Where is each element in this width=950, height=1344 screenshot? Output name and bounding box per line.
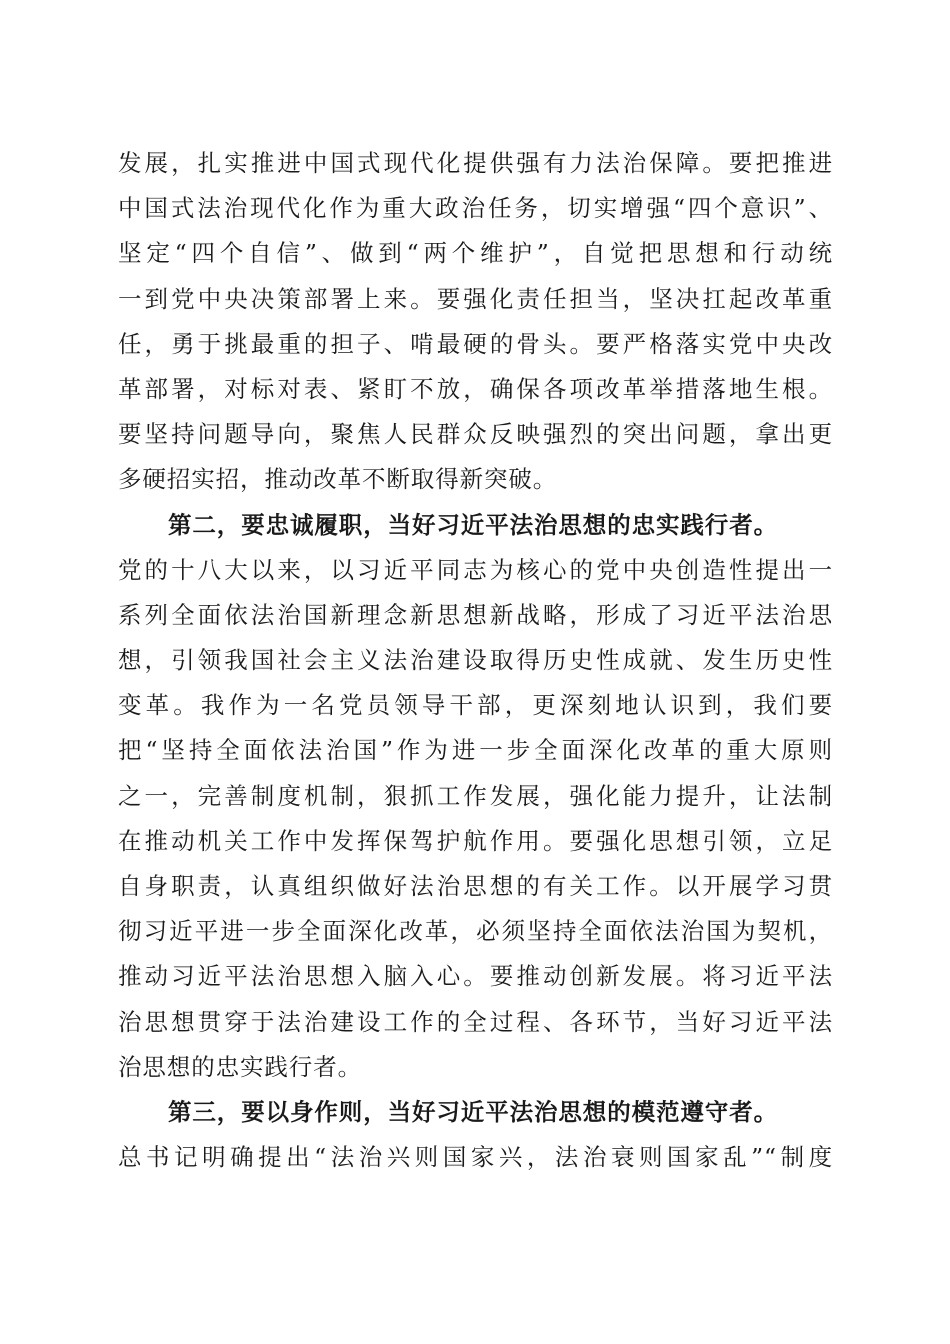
section-heading-2: 第二，要忠诚履职，当好习近平法治思想的忠实践行者。	[168, 510, 778, 539]
text-line: 想，引领我国社会主义法治建设取得历史性成就、发生历史性	[118, 646, 833, 675]
text-line: 革部署，对标对表、紧盯不放，确保各项改革举措落地生根。	[118, 374, 833, 403]
text-line: 之一，完善制度机制，狠抓工作发展，强化能力提升，让法制	[118, 781, 833, 810]
text-line: 总书记明确提出“法治兴则国家兴，法治衰则国家乱”“制度	[118, 1143, 833, 1172]
section-heading-3: 第三，要以身作则，当好习近平法治思想的模范遵守者。	[168, 1097, 778, 1126]
text-line: 变革。我作为一名党员领导干部，更深刻地认识到，我们要	[118, 691, 833, 720]
document-body	[118, 141, 833, 1180]
text-line: 治思想的忠实践行者。	[118, 1052, 362, 1081]
text-line: 党的十八大以来，以习近平同志为核心的党中央创造性提出一	[118, 555, 833, 584]
text-line: 一到党中央决策部署上来。要强化责任担当，坚决扛起改革重	[118, 284, 833, 313]
text-line: 坚定“四个自信”、做到“两个维护”，自觉把思想和行动统	[118, 239, 833, 268]
text-line: 中国式法治现代化作为重大政治任务，切实增强“四个意识”、	[118, 194, 833, 223]
text-line: 把“坚持全面依法治国”作为进一步全面深化改革的重大原则	[118, 736, 833, 765]
text-line: 任，勇于挑最重的担子、啃最硬的骨头。要严格落实党中央改	[118, 329, 833, 358]
text-line: 多硬招实招，推动改革不断取得新突破。	[118, 465, 558, 494]
text-line: 治思想贯穿于法治建设工作的全过程、各环节，当好习近平法	[118, 1007, 833, 1036]
text-line: 自身职责，认真组织做好法治思想的有关工作。以开展学习贯	[118, 872, 833, 900]
text-line: 在推动机关工作中发挥保驾护航作用。要强化思想引领，立足	[118, 826, 833, 855]
text-line: 推动习近平法治思想入脑入心。要推动创新发展。将习近平法	[118, 962, 833, 991]
text-line: 发展，扎实推进中国式现代化提供强有力法治保障。要把推进	[118, 149, 833, 177]
text-line: 系列全面依法治国新理念新思想新战略，形成了习近平法治思	[118, 600, 833, 629]
text-line: 要坚持问题导向，聚焦人民群众反映强烈的突出问题，拿出更	[118, 420, 833, 449]
text-line: 彻习近平进一步全面深化改革，必须坚持全面依法治国为契机，	[118, 917, 833, 946]
